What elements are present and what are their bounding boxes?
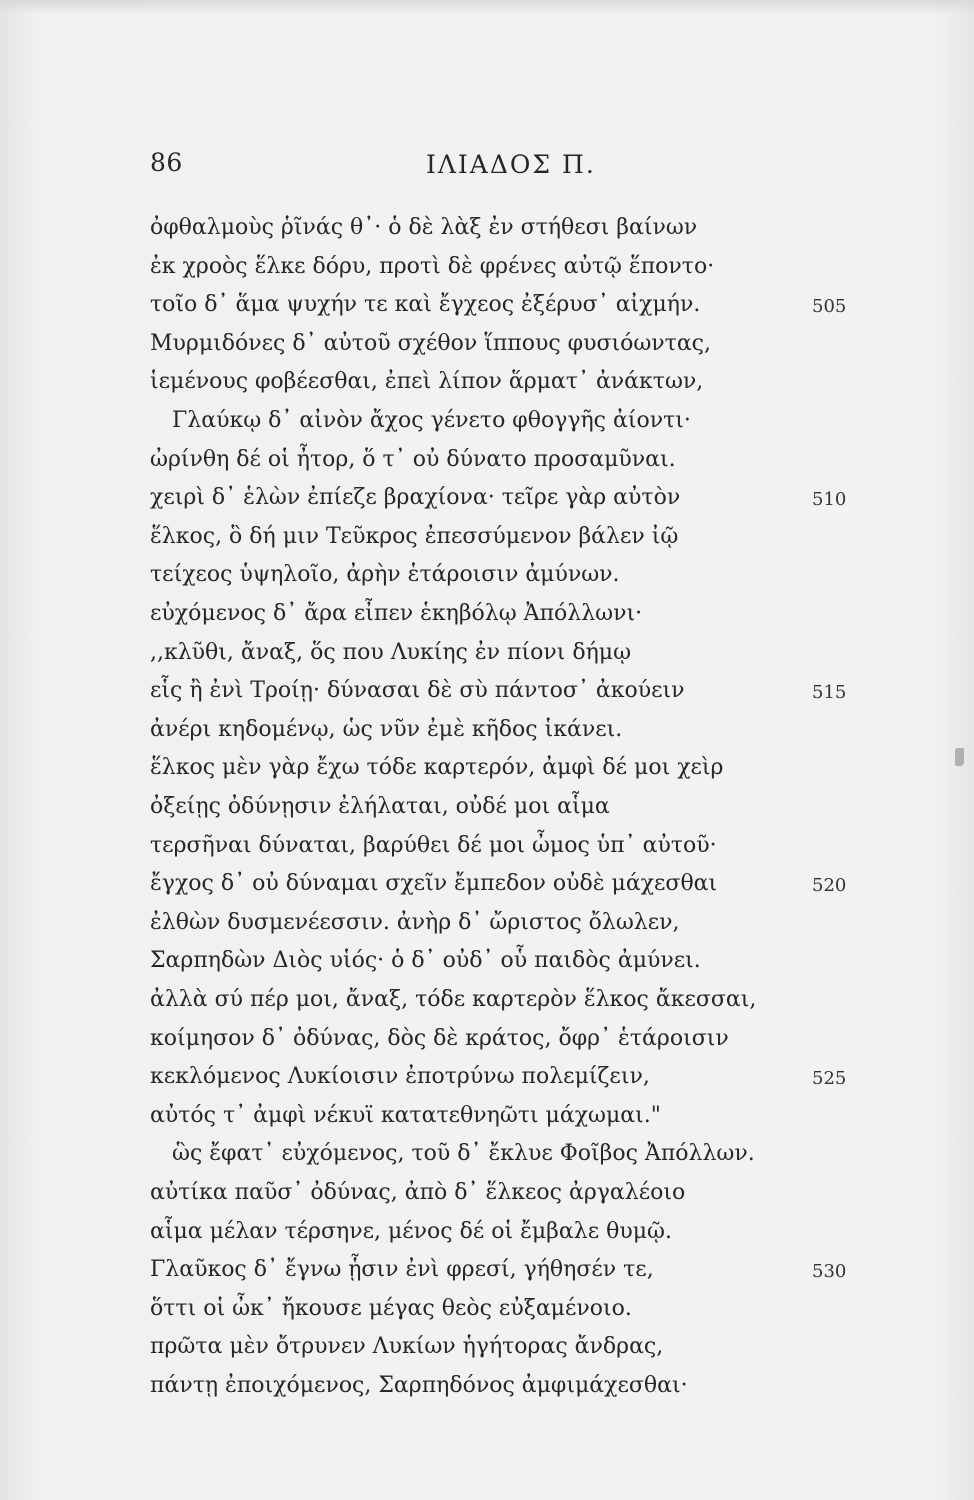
verse-text: εὐχόμενος δ᾽ ἄρα εἶπεν ἑκηβόλῳ Ἀπόλλωνι·: [150, 601, 643, 626]
ink-speck: [955, 748, 964, 766]
verse-line: [0, 866, 974, 902]
verse-text: ἔγχος δ᾽ οὐ δύναμαι σχεῖν ἔμπεδον οὐδὲ μάχεσθαι: [150, 871, 718, 897]
verse-line: [0, 1059, 974, 1095]
verse-text: πρῶτα μὲν ὄτρυνεν Λυκίων ἡγήτορας ἄνδρας,: [150, 1334, 664, 1360]
verse-text: τοῖο δ᾽ ἅμα ψυχήν τε καὶ ἔγχεος ἐξέρυσ᾽ αἰχμήν.: [150, 292, 701, 318]
verse-text: ἱεμένους φοβέεσθαι, ἐπεὶ λίπον ἅρματ᾽ ἀνάκτων,: [150, 369, 704, 395]
verse-text: ὀξείῃς ὀδύνῃσιν ἐλήλαται, οὐδέ μοι αἷμα: [150, 794, 610, 819]
verse-text: ὅττι οἱ ὦκ᾽ ἤκουσε μέγας θεὸς εὐξαμένοιο.: [150, 1295, 632, 1321]
page-number: 86: [150, 148, 183, 177]
verse-line: [0, 519, 974, 555]
verse-text: ὠρίνθη δέ οἱ ἦτορ, ὅ τ᾽ οὐ δύνατο προσαμῦναι.: [150, 446, 676, 472]
scan-edge: [0, 0, 974, 14]
verse-text: τείχεος ὑψηλοῖο, ἀρὴν ἑτάροισιν ἀμύνων.: [150, 562, 620, 588]
verse-text: ὣς ἔφατ᾽ εὐχόμενος, τοῦ δ᾽ ἔκλυε Φοῖβος Ἀπόλλων.: [172, 1141, 755, 1167]
verse-line: [0, 673, 974, 709]
verse-line: [0, 828, 974, 864]
verse-line: [0, 982, 974, 1018]
verse-text: ἕλκος, ὃ δή μιν Τεῦκρος ἐπεσσύμενον βάλεν ἰῷ: [150, 523, 679, 549]
verse-text: ἐκ χροὸς ἕλκε δόρυ, προτὶ δὲ φρένες αὐτῷ ἕποντο·: [150, 253, 715, 279]
verse-line: [0, 596, 974, 632]
verse-text: Μυρμιδόνες δ᾽ αὐτοῦ σχέθον ἵππους φυσιόωντας,: [150, 330, 711, 356]
verse-text: ἀλλὰ σύ πέρ μοι, ἄναξ, τόδε καρτερὸν ἕλκος ἄκεσσαι,: [150, 987, 757, 1012]
verse-line: [0, 1136, 974, 1172]
verse-line: [0, 1368, 974, 1404]
verse-line: [0, 1252, 974, 1288]
verse-text: ἀνέρι κηδομένῳ, ὡς νῦν ἐμὲ κῆδος ἱκάνει.: [150, 716, 623, 742]
verse-text: Γλαύκῳ δ᾽ αἰνὸν ἄχος γένετο φθογγῆς ἀίοντι·: [172, 408, 691, 433]
verse-line: [0, 249, 974, 285]
verse-number: 505: [812, 296, 847, 318]
verse-line: [0, 364, 974, 400]
verse-text: κοίμησον δ᾽ ὀδύνας, δὸς δὲ κράτος, ὄφρ᾽ ἑτάροισιν: [150, 1025, 729, 1051]
verse-line: [0, 1214, 974, 1250]
verse-line: [0, 635, 974, 671]
verse-text: τερσῆναι δύναται, βαρύθει δέ μοι ὦμος ὑπ᾽ αὐτοῦ·: [150, 832, 717, 858]
verse-text: αὐτός τ᾽ ἀμφὶ νέκυϊ κατατεθνηῶτι μάχωμαι.": [150, 1102, 661, 1128]
verse-line: [0, 210, 974, 246]
verse-line: [0, 1291, 974, 1327]
verse-line: [0, 442, 974, 478]
verse-text: χειρὶ δ᾽ ἑλὼν ἐπίεζε βραχίονα· τεῖρε γὰρ αὐτὸν: [150, 485, 681, 511]
verse-line: [0, 905, 974, 941]
verse-line: [0, 480, 974, 516]
verse-line: [0, 1329, 974, 1365]
verse-text: αἷμα μέλαν τέρσηνε, μένος δέ οἱ ἔμβαλε θυμῷ.: [150, 1218, 672, 1244]
verse-text: ,,κλῦθι, ἄναξ, ὅς που Λυκίης ἐν πίονι δήμῳ: [150, 639, 632, 665]
verse-line: [0, 287, 974, 323]
verse-line: [0, 1021, 974, 1057]
verse-line: [0, 1098, 974, 1134]
verse-text: εἷς ἢ ἐνὶ Τροίῃ· δύνασαι δὲ σὺ πάντοσ᾽ ἀκούειν: [150, 678, 685, 704]
running-title: ΙΛΙΑΔΟΣ Π.: [426, 150, 596, 179]
page-header: [0, 148, 974, 188]
verse-text: Γλαῦκος δ᾽ ἔγνω ᾗσιν ἐνὶ φρεσί, γήθησέν τε,: [150, 1257, 654, 1283]
verse-text: κεκλόμενος Λυκίοισιν ἐποτρύνω πολεμίζειν,: [150, 1064, 650, 1090]
verse-number: 520: [812, 875, 847, 897]
verse-line: [0, 789, 974, 825]
verse-number: 510: [812, 489, 847, 511]
verse-text: ἕλκος μὲν γὰρ ἔχω τόδε καρτερόν, ἀμφὶ δέ μοι χεὶρ: [150, 755, 724, 781]
verse-line: [0, 326, 974, 362]
verse-number: 530: [812, 1261, 847, 1283]
verse-line: [0, 943, 974, 979]
verse-line: [0, 712, 974, 748]
verse-text: Σαρπηδὼν Διὸς υἱός· ὁ δ᾽ οὐδ᾽ οὗ παιδὸς ἀμύνει.: [150, 948, 701, 974]
verse-line: [0, 1175, 974, 1211]
verse-line: [0, 557, 974, 593]
verse-line: [0, 403, 974, 439]
verse-text: πάντῃ ἐποιχόμενος, Σαρπηδόνος ἀμφιμάχεσθαι·: [150, 1373, 688, 1398]
verse-number: 515: [812, 682, 847, 704]
verse-line: [0, 750, 974, 786]
verse-text: αὐτίκα παῦσ᾽ ὀδύνας, ἀπὸ δ᾽ ἕλκεος ἀργαλέοιο: [150, 1180, 686, 1205]
verse-number: 525: [812, 1068, 847, 1090]
verse-text: ἐλθὼν δυσμενέεσσιν. ἀνὴρ δ᾽ ὤριστος ὄλωλεν,: [150, 909, 680, 935]
verse-text: ὀφθαλμοὺς ῥῖνάς θ᾽· ὁ δὲ λὰξ ἐν στήθεσι βαίνων: [150, 215, 698, 240]
